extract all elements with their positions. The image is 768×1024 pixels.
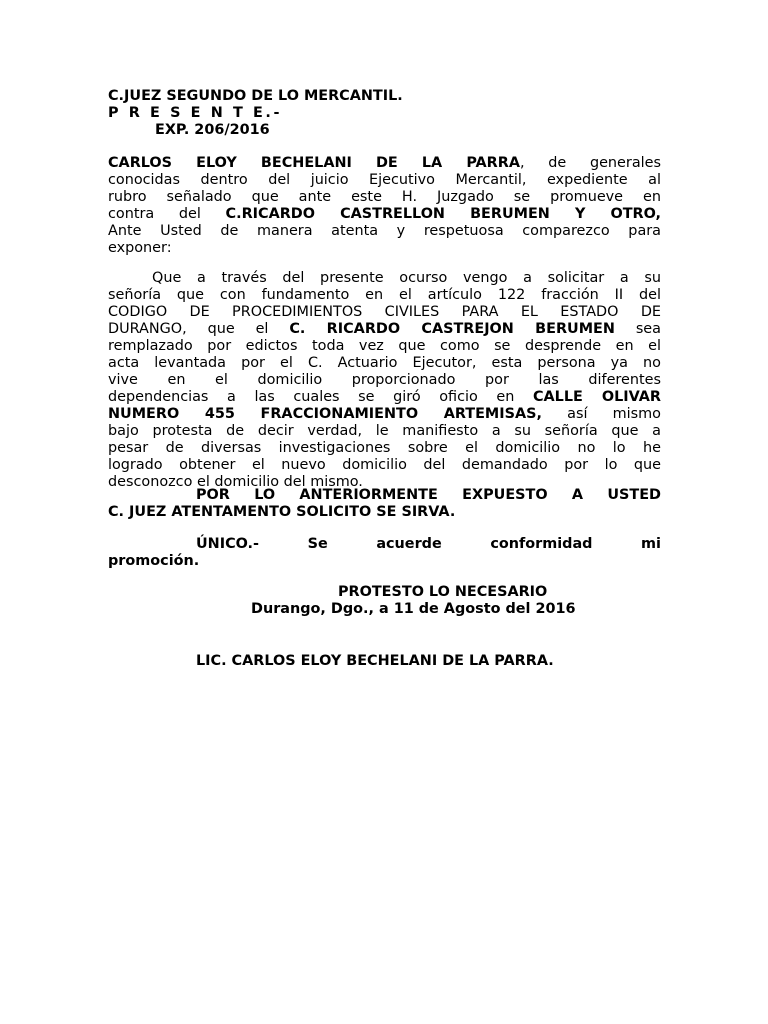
body-line-6: acta levantada por el C. Actuario Ejecutor, esta persona ya no <box>108 355 661 371</box>
petition-line-2: C. JUEZ ATENTAMENTO SOLICITO SE SIRVA. <box>108 504 456 520</box>
body-line-13: desconozco el domicilio del mismo. <box>108 474 363 490</box>
demandado-name: C.RICARDO CASTRELLON BERUMEN Y OTRO, <box>225 206 661 222</box>
demandado-name-2: C. RICARDO CASTREJON BERUMEN <box>289 321 615 337</box>
unico-line-2: promoción. <box>108 553 200 569</box>
place-date: Durango, Dgo., a 11 de Agosto del 2016 <box>251 601 576 617</box>
unico-line-1: ÚNICO.- Se acuerde conformidad mi <box>196 536 661 552</box>
body-line-7: vive en el domicilio proporcionado por las diferentes <box>108 372 661 388</box>
body-line-11: pesar de diversas investigaciones sobre el domicilio no lo he <box>108 440 661 456</box>
body-line-9: NUMERO 455 FRACCIONAMIENTO ARTEMISAS, así mismo <box>108 406 661 422</box>
body-line-3: CODIGO DE PROCEDIMIENTOS CIVILES PARA EL ESTADO DE <box>108 304 661 320</box>
intro-line-5: Ante Usted de manera atenta y respetuosa comparezco para <box>108 223 661 239</box>
body-line-2: señoría que con fundamento en el artículo 122 fracción II del <box>108 287 661 303</box>
petition-line-1: POR LO ANTERIORMENTE EXPUESTO A USTED <box>196 487 661 503</box>
body-line-8: dependencias a las cuales se giró oficio en CALLE OLIVAR <box>108 389 662 405</box>
intro-line-4: contra del C.RICARDO CASTRELLON BERUMEN Y OTRO, <box>108 206 661 222</box>
intro-line-2: conocidas dentro del juicio Ejecutivo Mercantil, expediente al <box>108 172 661 188</box>
presente: P R E S E N T E.- <box>108 105 283 121</box>
body-line-5: remplazado por edictos toda vez que como se desprende en el <box>108 338 661 354</box>
protesto-line: PROTESTO LO NECESARIO <box>338 584 548 600</box>
intro-line-3: rubro señalado que ante este H. Juzgado se promueve en <box>108 189 661 205</box>
body-line-10: bajo protesta de decir verdad, le manifiesto a su señoría que a <box>108 423 661 439</box>
promovente-name: CARLOS ELOY BECHELANI DE LA PARRA <box>108 155 520 171</box>
body-line-12: logrado obtener el nuevo domicilio del demandado por lo que <box>108 457 661 473</box>
body-line-4: DURANGO, que el C. RICARDO CASTREJON BERUMEN sea <box>108 321 661 337</box>
signature-name: LIC. CARLOS ELOY BECHELANI DE LA PARRA. <box>196 653 554 669</box>
body-line-1: Que a través del presente ocurso vengo a solicitar a su <box>152 270 661 286</box>
address-street: CALLE OLIVAR <box>532 389 662 405</box>
addressee: C.JUEZ SEGUNDO DE LO MERCANTIL. <box>108 88 403 104</box>
address-number: NUMERO 455 FRACCIONAMIENTO ARTEMISAS, <box>108 406 542 422</box>
intro-line-1: CARLOS ELOY BECHELANI DE LA PARRA, de generales <box>108 155 661 171</box>
expediente-number: EXP. 206/2016 <box>155 122 270 138</box>
intro-line-6: exponer: <box>108 240 172 256</box>
